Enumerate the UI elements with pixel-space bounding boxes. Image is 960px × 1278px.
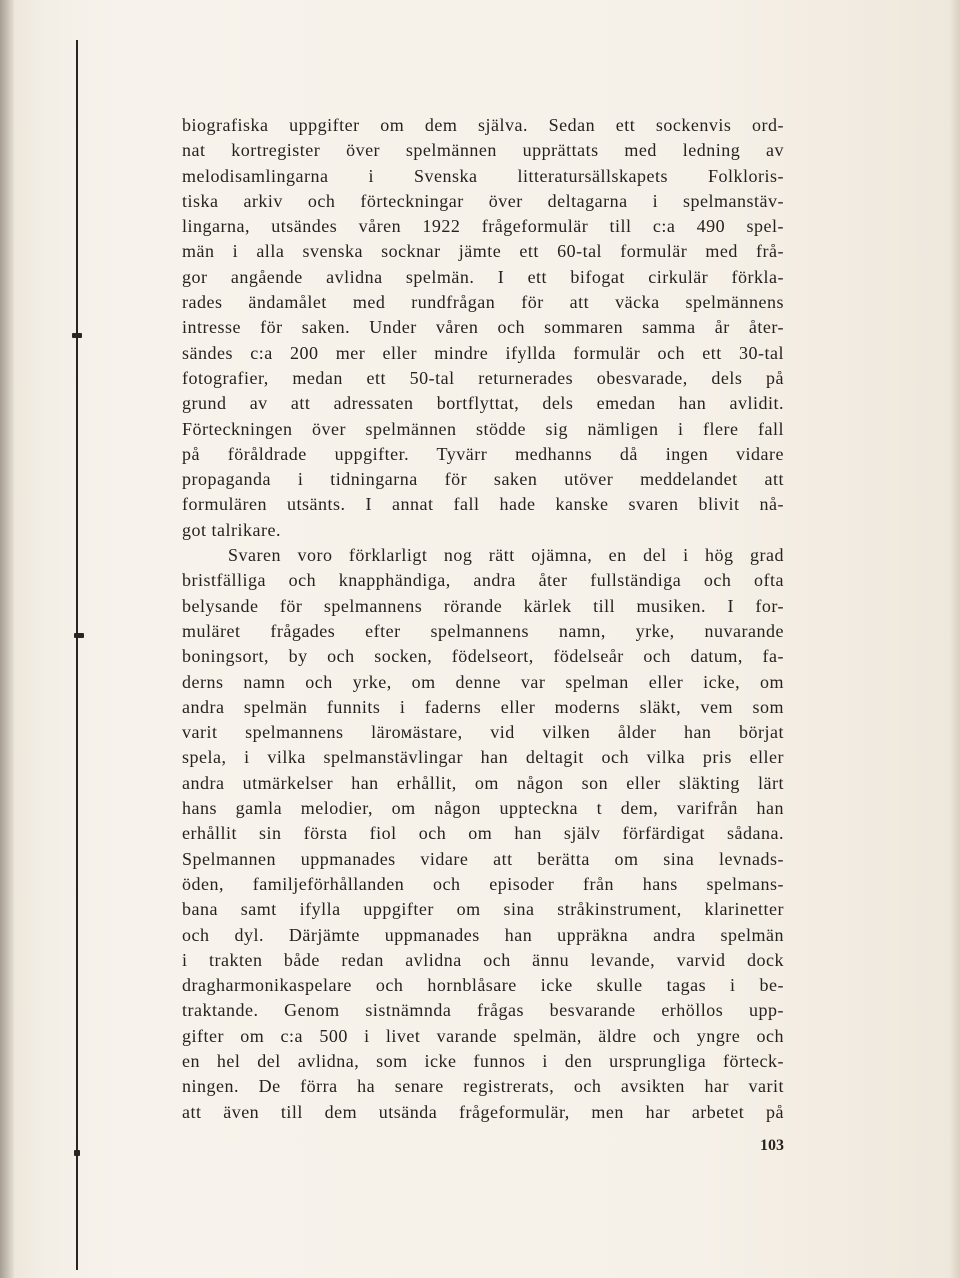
text-line: män i alla svenska socknar jämte ett 60-tal formulär med frå- [182, 241, 784, 262]
text-line: traktande. Genom sistnämnda frågas besvarande erhöllos upp- [182, 1000, 784, 1021]
margin-mark [74, 1150, 80, 1156]
body-text [182, 113, 784, 1125]
text-line: dragharmonikaspelare och hornblåsare icke skulle tagas i be- [182, 975, 784, 996]
text-line: belysande för spelmannens rörande kärlek till musiken. I for- [182, 595, 784, 616]
text-line: sändes c:a 200 mer eller mindre ifyllda formulär och ett 30-tal [182, 342, 784, 363]
text-line: gifter om c:a 500 i livet varande spelmän, äldre och yngre och [182, 1025, 784, 1046]
margin-mark [74, 633, 84, 638]
text-line: rades ändamålet med rundfrågan för att väcka spelmännens [182, 292, 784, 313]
text-line: Förteckningen över spelmännen stödde sig nämligen i flere fall [182, 418, 784, 439]
text-line: i trakten både redan avlidna och ännu levande, varvid dock [182, 949, 784, 970]
text-line: varit spelmannens lärомästare, vid vilken ålder han börjat [182, 722, 784, 743]
text-line: intresse för saken. Under våren och sommaren samma år åter- [182, 317, 784, 338]
text-line: erhållit sin första fiol och om han själv förfärdigat sådana. [182, 823, 784, 844]
text-line: derns namn och yrke, om denne var spelman eller icke, om [182, 671, 784, 692]
text-line: melodisamlingarna i Svenska litteratursällskapets Folkloris- [182, 165, 784, 186]
text-line: bristfälliga och knapphändiga, andra åter fullständiga och ofta [182, 570, 784, 591]
text-line: öden, familjeförhållanden och episoder från hans spelmans- [182, 873, 784, 894]
page-number: 103 [760, 1137, 784, 1154]
text-line: bana samt ifylla uppgifter om sina stråkinstrument, klarinetter [182, 899, 784, 920]
text-line: andra spelmän funnits i faderns eller moderns släkt, vem som [182, 696, 784, 717]
text-line: hans gamla melodier, om någon uppteckna t dem, varifrån han [182, 798, 784, 819]
text-line: lingarna, utsändes våren 1922 frågeformulär till c:a 490 spel- [182, 216, 784, 237]
page-edge-shadow [950, 0, 960, 1278]
binding-shadow [0, 0, 14, 1278]
text-line: gor angående avlidna spelmän. I ett bifogat cirkulär förkla- [182, 266, 784, 287]
text-line: boningsort, by och socken, födelseort, födelseår och datum, fa- [182, 646, 784, 667]
text-line: ningen. De förra ha senare registrerats, och avsikten har varit [182, 1076, 784, 1097]
text-line: propaganda i tidningarna för saken utöver meddelandet att [182, 469, 784, 490]
text-line: fotografier, medan ett 50-tal returnerades obesvarade, dels på [182, 367, 784, 388]
text-line: Spelmannen uppmanades vidare att berätta om sina levnads- [182, 848, 784, 869]
text-line: tiska arkiv och förteckningar över deltagarna i spelmanstäv- [182, 190, 784, 211]
text-line: på föråldrade uppgifter. Tyvärr medhanns då ingen vidare [182, 443, 784, 464]
text-line: formulären utsänts. I annat fall hade kanske svaren blivit nå- [182, 494, 784, 515]
text-line: nat kortregister över spelmännen upprättats med ledning av [182, 140, 784, 161]
text-line: biografiska uppgifter om dem själva. Sedan ett sockenvis ord- [182, 115, 784, 135]
text-line: att även till dem utsända frågeformulär, men har arbetet på [182, 1101, 784, 1122]
text-line: muläret frågades efter spelmannens namn, yrke, nuvarande [182, 620, 784, 641]
text-line: andra utmärkelser han erhållit, om någon son eller släkting lärt [182, 772, 784, 793]
binding-edge-line [76, 40, 78, 1270]
text-line: grund av att adressaten bortflyttat, dels emedan han avlidit. [182, 393, 784, 414]
text-line: och dyl. Därjämte uppmanades han uppräkna andra spelmän [182, 924, 784, 945]
margin-mark [72, 333, 82, 338]
text-line: spela, i vilka spelmanstävlingar han deltagit och vilka pris eller [182, 747, 784, 768]
text-line: Svaren voro förklarligt nog rätt ojämna, en del i hög grad [228, 545, 784, 566]
text-line: en hel del avlidna, som icke funnos i den ursprungliga förteck- [182, 1050, 784, 1071]
text-line: got talrikare. [182, 519, 281, 540]
